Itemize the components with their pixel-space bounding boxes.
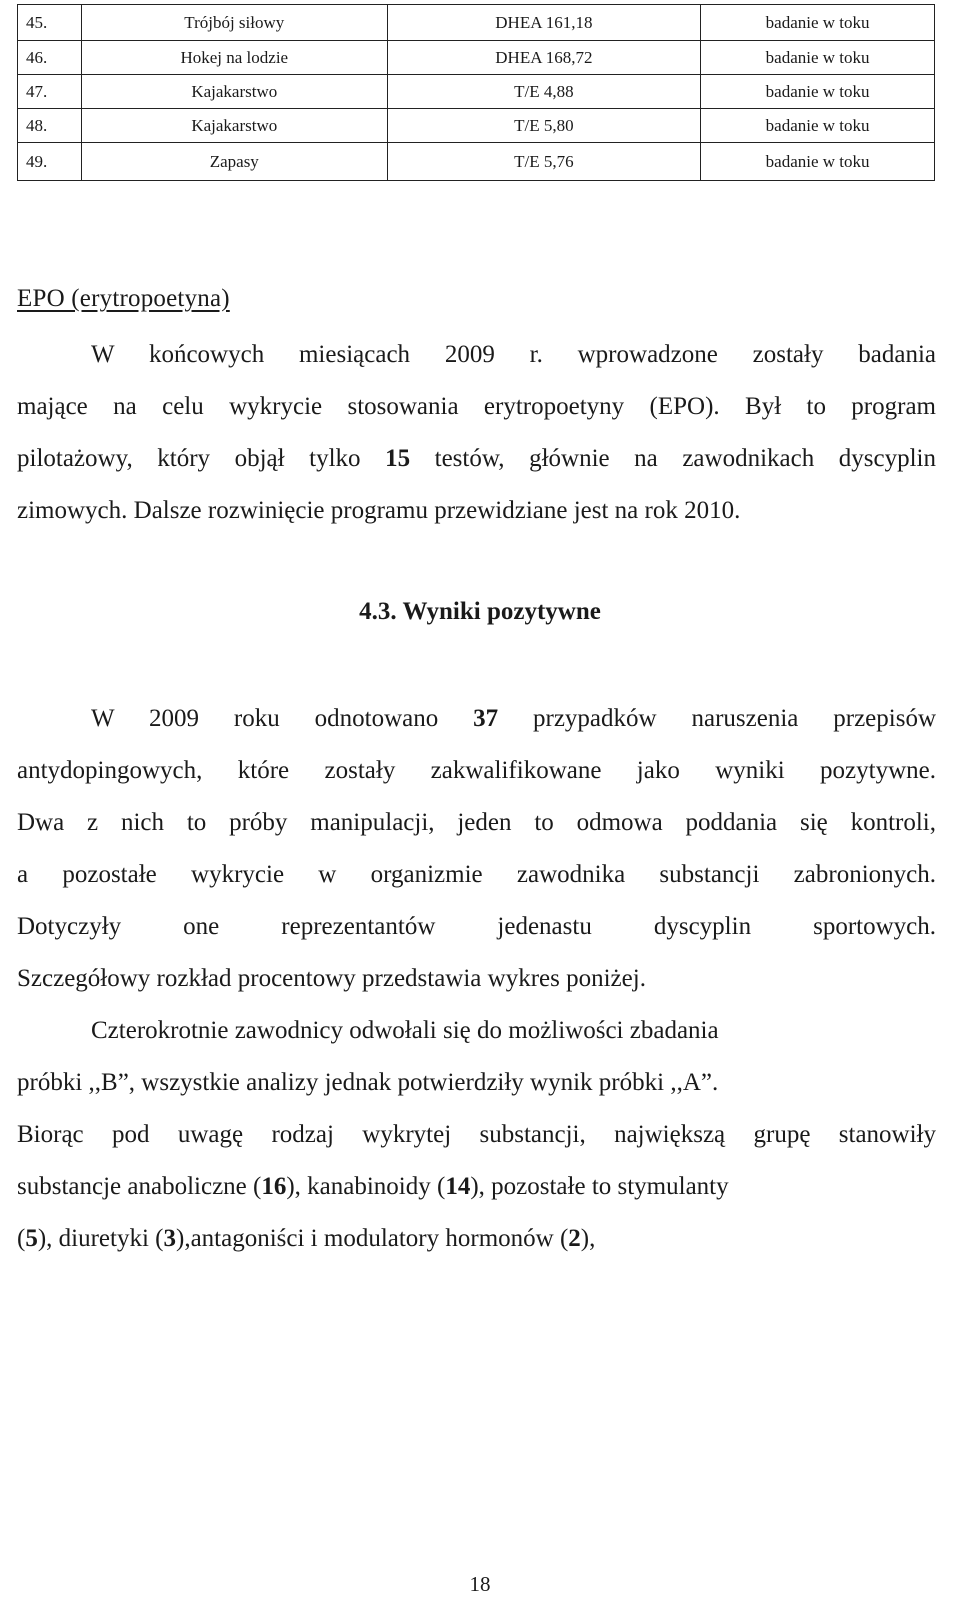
row-number: 49.	[18, 143, 82, 181]
hormone-modulator-count: 2	[568, 1225, 581, 1252]
row-number: 47.	[18, 75, 82, 109]
table-row	[18, 109, 935, 143]
row-number: 45.	[18, 5, 82, 41]
text-run: przypadków naruszenia przepisów	[498, 705, 936, 732]
table-row	[18, 75, 935, 109]
substance-cell: DHEA 161,18	[387, 5, 701, 41]
cannabinoid-count: 14	[445, 1173, 471, 1200]
case-count: 37	[473, 705, 499, 732]
stimulant-count: 5	[25, 1225, 38, 1252]
sport-cell: Kajakarstwo	[81, 75, 387, 109]
text-run: testów, głównie na zawodnikach dyscyplin	[410, 445, 936, 472]
text-run: ),antagoniści i modulatory hormonów (	[176, 1225, 569, 1252]
sport-cell: Zapasy	[81, 143, 387, 181]
row-number: 48.	[18, 109, 82, 143]
row-number: 46.	[18, 41, 82, 75]
text-run: pilotażowy, który objął tylko	[17, 445, 386, 472]
epo-line	[17, 433, 936, 485]
table-row	[18, 143, 935, 181]
text-run: (	[17, 1225, 26, 1252]
results-line: Czterokrotnie zawodnicy odwołali się do możliwości zbadania	[91, 1017, 719, 1044]
text-run: substancje anaboliczne (	[17, 1173, 262, 1200]
results-line: Dwa z nich to próby manipulacji, jeden to odmowa poddania się kontroli,	[17, 809, 936, 836]
results-line: a pozostałe wykrycie w organizmie zawodnika substancji zabronionych.	[17, 861, 936, 888]
text-run: W 2009 roku odnotowano	[91, 705, 474, 732]
text-run: ), kanabinoidy (	[286, 1173, 446, 1200]
substance-cell: DHEA 168,72	[387, 41, 701, 75]
page-number: 18	[469, 1572, 491, 1596]
substance-cell: T/E 5,80	[387, 109, 701, 143]
epo-line: zimowych. Dalsze rozwinięcie programu przewidziane jest na rok 2010.	[17, 497, 741, 524]
results-table	[17, 4, 935, 181]
section-heading: 4.3. Wyniki pozytywne	[359, 598, 601, 625]
test-count: 15	[385, 445, 411, 472]
text-run: ), diuretyki (	[37, 1225, 164, 1252]
status-cell: badanie w toku	[701, 5, 935, 41]
results-line: Biorąc pod uwagę rodzaj wykrytej substancji, największą grupę stanowiły	[17, 1121, 936, 1148]
results-paragraph	[17, 693, 936, 1265]
results-line	[17, 1213, 936, 1265]
anabolic-count: 16	[261, 1173, 287, 1200]
results-line: próbki ,,B”, wszystkie analizy jednak potwierdziły wynik próbki ,,A”.	[17, 1069, 719, 1096]
epo-line: W końcowych miesiącach 2009 r. wprowadzone zostały badania	[91, 341, 936, 368]
diuretic-count: 3	[163, 1225, 176, 1252]
table-row	[18, 41, 935, 75]
status-cell: badanie w toku	[701, 75, 935, 109]
epo-heading: EPO (erytropoetyna)	[17, 285, 230, 312]
substance-cell: T/E 5,76	[387, 143, 701, 181]
results-line: Szczegółowy rozkład procentowy przedstawia wykres poniżej.	[17, 965, 646, 992]
epo-paragraph	[17, 329, 936, 537]
results-line: antydopingowych, które zostały zakwalifikowane jako wyniki pozytywne.	[17, 757, 936, 784]
text-run: ),	[580, 1225, 596, 1252]
status-cell: badanie w toku	[701, 109, 935, 143]
text-run: ), pozostałe to stymulanty	[470, 1173, 729, 1200]
results-line: Dotyczyły one reprezentantów jedenastu dyscyplin sportowych.	[17, 913, 936, 940]
sport-cell: Kajakarstwo	[81, 109, 387, 143]
epo-line: mające na celu wykrycie stosowania erytropoetyny (EPO). Był to program	[17, 393, 936, 420]
status-cell: badanie w toku	[701, 41, 935, 75]
results-line	[17, 1161, 936, 1213]
sport-cell: Hokej na lodzie	[81, 41, 387, 75]
status-cell: badanie w toku	[701, 143, 935, 181]
sport-cell: Trójbój siłowy	[81, 5, 387, 41]
table-row	[18, 5, 935, 41]
results-line	[17, 693, 936, 745]
substance-cell: T/E 4,88	[387, 75, 701, 109]
